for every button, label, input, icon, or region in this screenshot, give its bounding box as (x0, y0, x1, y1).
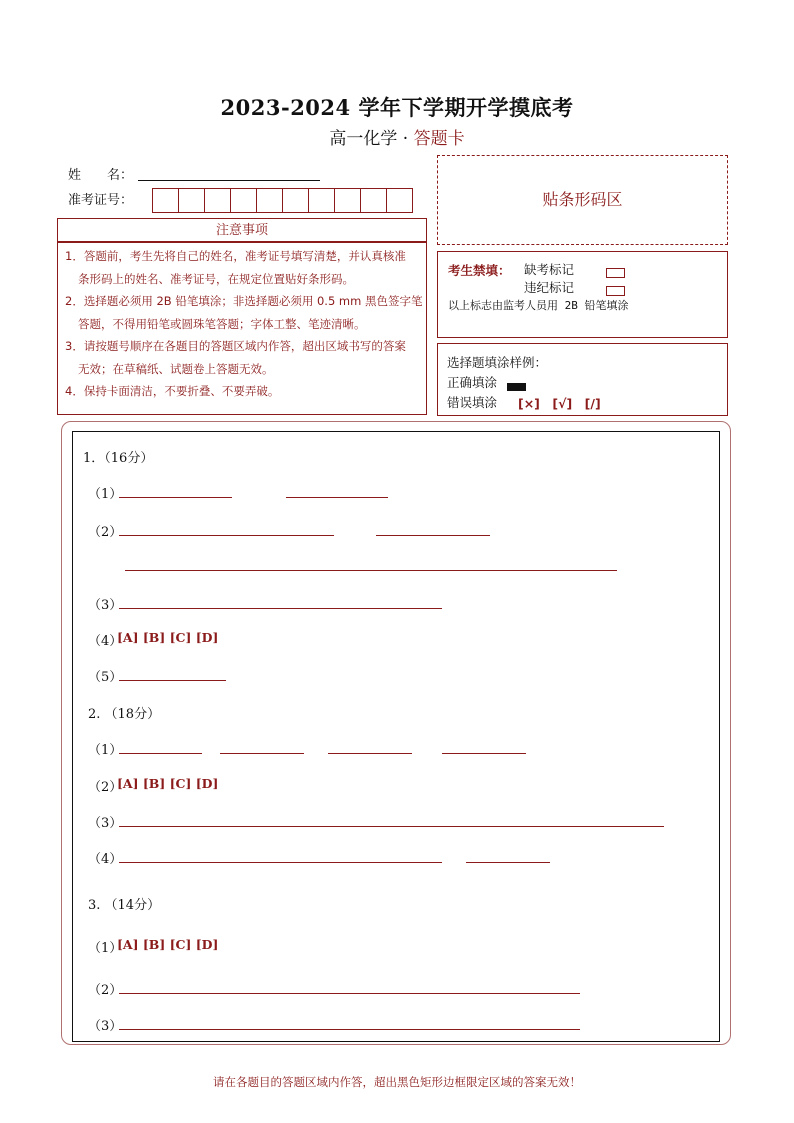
name-label: 姓 名： (68, 168, 134, 183)
notice-title: 注意事项 (215, 223, 268, 238)
answer-line[interactable] (119, 1029, 580, 1030)
answer-line[interactable] (119, 993, 580, 994)
id-digit-box[interactable] (309, 189, 335, 212)
name-field[interactable] (138, 180, 320, 181)
footer-warning: 请在各题目的答题区域内作答，超出黑色矩形边框限定区域的答案无效！ (213, 1075, 581, 1089)
q1-part-2-label: （2） (88, 525, 123, 540)
notice-line: 4．保持卡面清洁，不要折叠、不要弄破。 (65, 384, 280, 398)
id-digit-box[interactable] (153, 189, 179, 212)
notice-item (65, 290, 426, 335)
notice-item (65, 245, 426, 290)
id-digit-box[interactable] (335, 189, 361, 212)
fill-example-title: 选择题填涂样例： (447, 355, 548, 370)
q2-choice-options[interactable]: [A] [B] [C] [D] (117, 776, 219, 791)
q1-part-5-label: （5） (88, 670, 123, 685)
id-digit-box[interactable] (179, 189, 205, 212)
id-digit-box[interactable] (257, 189, 283, 212)
notice-line: 无效；在草稿纸、试题卷上答题无效。 (78, 361, 274, 376)
question-2-title: 2. （18分） (88, 707, 161, 722)
barcode-area (437, 155, 728, 245)
answer-line[interactable] (119, 826, 664, 827)
wrong-fill-label: 错误填涂 (447, 395, 498, 410)
q2-part-2-label: （2） (88, 780, 123, 795)
q2-part-4-label: （4） (88, 852, 123, 867)
q2-part-3-label: （3） (88, 816, 123, 831)
wrong-fill-samples: [×] [√] [/] (518, 396, 601, 411)
barcode-label: 贴条形码区 (542, 190, 623, 209)
subtitle-subject: 高一化学 · (329, 129, 414, 149)
answer-line[interactable] (328, 753, 412, 754)
correct-fill-label: 正确填涂 (447, 375, 498, 390)
answer-line[interactable] (286, 497, 388, 498)
q3-choice-options[interactable]: [A] [B] [C] [D] (117, 937, 219, 952)
page-subtitle (0, 124, 794, 149)
q3-part-2-label: （2） (88, 983, 123, 998)
q1-choice-options[interactable]: [A] [B] [C] [D] (117, 630, 219, 645)
absent-mark-label: 缺考标记 (524, 262, 575, 277)
q1-part-1-label: （1） (88, 487, 123, 502)
notice-line: 条形码上的姓名、准考证号，在规定位置贴好条形码。 (78, 271, 354, 286)
id-digit-box[interactable] (387, 189, 412, 212)
question-1-title: 1．（16分） (83, 451, 154, 466)
notice-line: 1．答题前，考生先将自己的姓名，准考证号填写清楚，并认真核准 (65, 249, 406, 263)
violation-mark-label: 违纪标记 (524, 280, 575, 295)
id-number-grid[interactable] (152, 188, 413, 213)
notice-item (65, 380, 426, 403)
question-3-title: 3. （14分） (88, 898, 161, 913)
q2-part-1-label: （1） (88, 743, 123, 758)
page-title: 2023-2024 学年下学期开学摸底考 (220, 95, 574, 120)
answer-line[interactable] (119, 608, 442, 609)
proctor-mark-box (437, 251, 728, 338)
id-digit-box[interactable] (231, 189, 257, 212)
notice-line: 答题，不得用铅笔或圆珠笔答题；字体工整、笔迹清晰。 (78, 316, 366, 331)
q3-part-3-label: （3） (88, 1019, 123, 1034)
notice-header (57, 218, 427, 242)
answer-line[interactable] (119, 535, 334, 536)
notice-box (57, 242, 427, 415)
answer-line[interactable] (442, 753, 526, 754)
answer-line[interactable] (466, 862, 550, 863)
answer-line[interactable] (125, 570, 617, 571)
answer-line[interactable] (220, 753, 304, 754)
q3-part-1-label: （1） (88, 941, 123, 956)
id-digit-box[interactable] (205, 189, 231, 212)
q1-part-4-label: （4） (88, 634, 123, 649)
absent-mark-box[interactable] (606, 262, 625, 281)
subtitle-answer-card: 答题卡 (413, 129, 465, 149)
id-digit-box[interactable] (283, 189, 309, 212)
id-digit-box[interactable] (361, 189, 387, 212)
answer-line[interactable] (119, 680, 226, 681)
answer-line[interactable] (119, 497, 232, 498)
prohibit-note: 以上标志由监考人员用 2B 铅笔填涂 (448, 299, 629, 312)
notice-line: 3．请按题号顺序在各题目的答题区域内作答，超出区域书写的答案 (65, 339, 406, 353)
answer-line[interactable] (119, 862, 442, 863)
answer-line[interactable] (376, 535, 490, 536)
prohibit-label: 考生禁填： (448, 263, 511, 278)
correct-fill-sample (507, 376, 526, 395)
answer-line[interactable] (119, 753, 202, 754)
id-label: 准考证号： (68, 193, 134, 208)
q1-part-3-label: （3） (88, 598, 123, 613)
notice-item (65, 335, 426, 380)
fill-example-box (437, 343, 728, 416)
notice-line: 2．选择题必须用 2B 铅笔填涂；非选择题必须用 0.5 mm 黑色签字笔 (65, 294, 423, 308)
